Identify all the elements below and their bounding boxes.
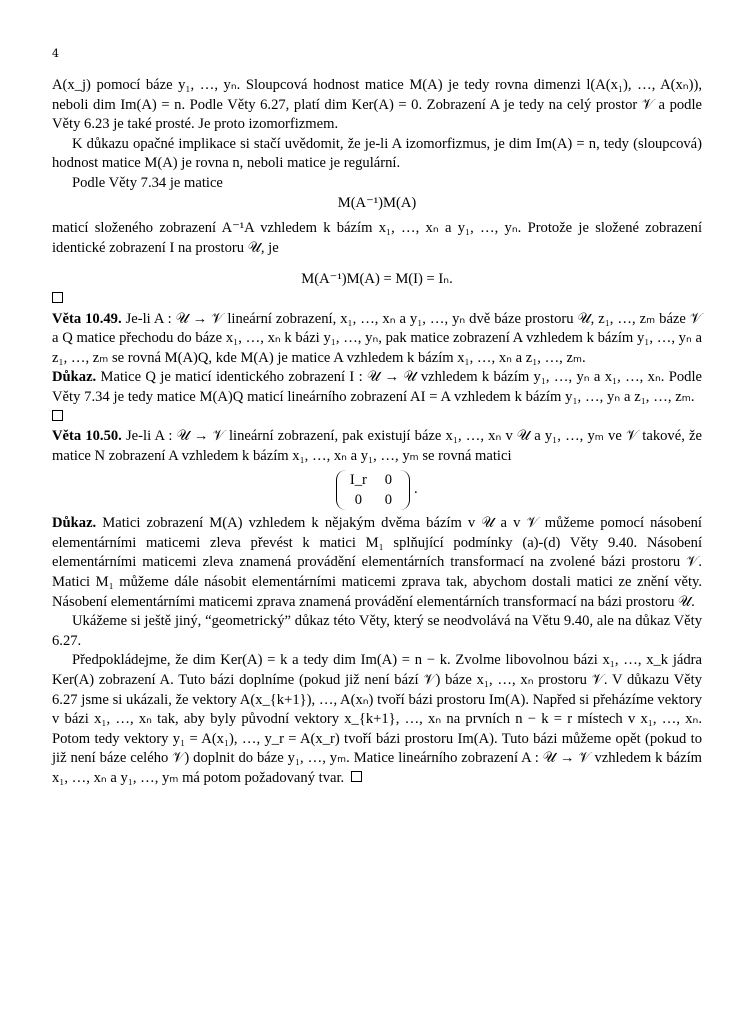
theorem-10-49: [52, 310, 702, 369]
proof-text: Matice Q je maticí identického zobrazení I : 𝒰 → 𝒰 vzhledem k bázím y₁, …, yₙ a x₁, …, xₙ. Podle Věty 7.34 je tedy matice M(A)Q maticí lineárního zobrazení AI = A vzhledem k bázím y₁, …, yₙ a z₁, …, zₘ.: [52, 369, 702, 405]
block-matrix: I_r 0 0 0 .: [52, 470, 702, 510]
theorem-10-50: [52, 427, 702, 466]
equation-2: M(A⁻¹)M(A) = M(I) = Iₙ.: [301, 271, 453, 288]
proof-label: Důkaz.: [52, 515, 97, 532]
proof-label: Důkaz.: [52, 369, 97, 386]
matrix-cell: 0: [384, 492, 392, 509]
theorem-label: Věta 10.50.: [52, 428, 122, 445]
theorem-text: Je-li A : 𝒰 → 𝒱 lineární zobrazení, pak existují báze x₁, …, xₙ v 𝒰 a y₁, …, yₘ ve 𝒱 takové, že matice N zobrazení A vzhledem k bázím x₁, …, xₙ a y₁, …, yₘ se rovná matici: [52, 428, 702, 464]
paragraph-2: K důkazu opačné implikace si stačí uvědomit, že je-li A izomorfizmus, je dim Im(A) = n, tedy (sloupcová) hodnost matice M(A) je rovna n, neboli matice je regulární.: [52, 135, 702, 172]
paragraph-5: Ukážeme si ještě jiný, “geometrický” důkaz této Věty, který se neodvolává na Větu 9.40, ale na důkaz Věty 6.27.: [52, 613, 702, 649]
equation-1: M(A⁻¹)M(A): [337, 194, 417, 211]
matrix-cell: 0: [384, 472, 392, 489]
proof-2: [52, 514, 702, 612]
qed-box-icon: [52, 410, 63, 421]
qed-box-icon: [52, 292, 63, 303]
theorem-text: Je-li A : 𝒰 → 𝒱 lineární zobrazení, x₁, …, xₙ a y₁, …, yₙ dvě báze prostoru 𝒰, z₁, …, zₘ báze 𝒱 a Q matice přechodu do báze x₁, …, xₙ k bázi y₁, …, yₙ, pak matice zobrazení A vzhledem k bázím y₁, …, yₙ a z₁, …, zₘ se rovná M(A)Q, kde M(A) je matice A vzhledem k bázím x₁, …, xₙ a z₁, …, zₘ.: [52, 310, 702, 366]
paragraph-6-text: Předpokládejme, že dim Ker(A) = k a tedy dim Im(A) = n − k. Zvolme libovolnou bázi x₁, …, x_k jádra Ker(A) zobrazení A. Tuto bázi doplníme (pokud již není bází 𝒱) báze x₁, …, xₙ prostoru 𝒱. V důkazu Věty 6.27 jsme si ukázali, že vektory A(x_{k+1}), …, A(xₙ) tvoří bázi prostoru Im(A). Napřed si přeházíme vektory v bázi x₁, …, xₙ tak, aby byly původní vektory x_{k+1}, …, xₙ na prvních n − k = r místech v x₁, …, xₙ. Potom tedy vektory y₁ = A(x₁), …, y_r = A(x_r) tvoří bázi prostoru Im(A). Tuto bázi můžeme opět (pokud to již není báze celého 𝒱) doplnit do báze y₁, …, yₘ. Matice lineárního zobrazení A : 𝒰 → 𝒱 vzhledem k bázím x₁, …, xₙ a y₁, …, yₘ má potom požadovaný tvar.: [52, 652, 702, 786]
proof-1: [52, 368, 702, 427]
qed-box-icon: [351, 771, 362, 782]
theorem-label: Věta 10.49.: [52, 310, 122, 327]
paragraph-6: [52, 651, 702, 788]
paragraph-1: A(x_j) pomocí báze y₁, …, yₙ. Sloupcová hodnost matice M(A) je tedy rovna dimenzi l(A(x₁), …, A(xₙ)), neboli dim Im(A) = n. Podle Věty 6.27, platí dim Ker(A) = 0. Zobrazení A je tedy na celý prostor 𝒱 a podle Věty 6.23 je také prosté. Je proto izomorfizmem.: [52, 77, 702, 133]
paragraph-3: Podle Věty 7.34 je matice: [72, 174, 223, 191]
page-number: 4: [52, 47, 59, 60]
page-body: [52, 76, 702, 789]
qed-1: [52, 290, 702, 310]
matrix-cell: I_r: [349, 472, 367, 489]
paragraph-4: maticí složeného zobrazení A⁻¹A vzhledem k bázím x₁, …, xₙ a y₁, …, yₙ. Protože je složené zobrazení identické zobrazení I na prostoru 𝒰, je: [52, 220, 702, 256]
matrix-cell: 0: [354, 492, 362, 509]
proof-text: Matici zobrazení M(A) vzhledem k nějakým dvěma bázím v 𝒰 a v 𝒱 můžeme pomocí násobení elementárními maticemi zleva převést k matici M₁ splňující podmínky (a)-(d) Věty 9.40. Násobení elementárními maticemi zleva znamená provádění elementárních transformací na zvolené bázi prostoru 𝒱. Matici M₁ můžeme dále násobit elementárními maticemi zprava tak, abychom dostali matici ze znění věty. Násobení elementárními maticemi zprava znamená provádění elementárních transformací na bázi prostoru 𝒰.: [52, 515, 702, 610]
